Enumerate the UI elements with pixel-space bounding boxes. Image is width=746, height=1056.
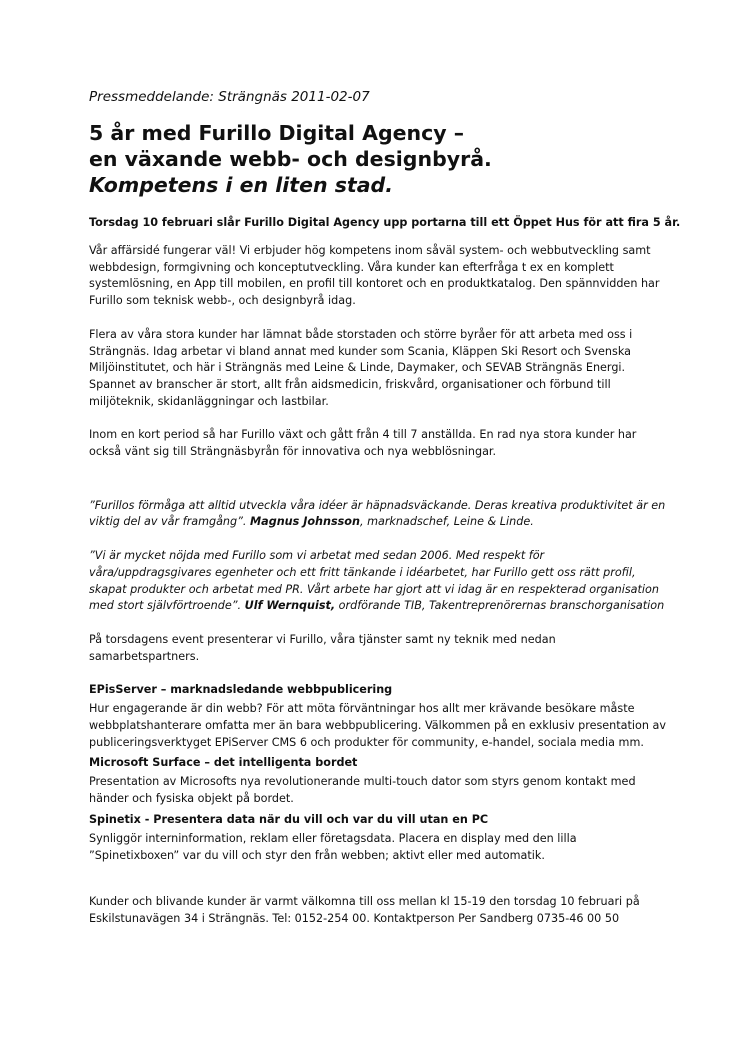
event-intro: På torsdagens event presenterar vi Furillo, våra tjänster samt ny teknik med nedan samarbetspartners.: [89, 632, 556, 663]
section-heading-spinetix: Spinetix - Presentera data när du vill och var du vill utan en PC: [89, 812, 489, 826]
customer-quote-1: [89, 498, 669, 531]
title-line-1: 5 år med Furillo Digital Agency –: [89, 121, 465, 145]
page-title: [89, 120, 669, 198]
closing-invitation: Kunder och blivande kunder är varmt välkomna till oss mellan kl 15-19 den torsdag 10 februari på Eskilstunavägen 34 i Strängnäs. Tel: 0152-254 00. Kontaktperson Per Sandberg 0735-46 00 50: [89, 895, 640, 925]
section-heading-episerver: EPisServer – marknadsledande webbpublicering: [89, 683, 393, 697]
quote-2-role: ordförande TIB, Takentreprenörernas branschorganisation: [335, 599, 665, 613]
quote-2-text: ”Vi är mycket nöjda med Furillo som vi arbetat med sedan 2006. Med respekt för våra/uppdragsgivares egenheter och ett fritt tänkande i idéarbetet, har Furillo gett oss rätt profil, skapat produkter och arbetat med PR. Vårt arbete har gjort att vi idag är en respekterad organisation med stort självförtroende”.: [89, 549, 659, 613]
section-spinetix: [89, 812, 669, 864]
section-episerver: [89, 682, 669, 751]
section-heading-microsoft-surface: Microsoft Surface – det intelligenta bordet: [89, 756, 358, 770]
dateline: Pressmeddelande: Strängnäs 2011-02-07: [89, 89, 370, 105]
section-body-microsoft-surface: Presentation av Microsofts nya revolutionerande multi-touch dator som styrs genom kontakt med händer och fysiska objekt på bordet.: [89, 775, 636, 806]
section-body-episerver: Hur engagerande är din webb? För att möta förväntningar hos allt mer krävande besökare måste webbplatshanterare omfatta mer än bara webbpublicering. Välkommen på en exklusiv presentation av publiceringsverktyget EPiServer CMS 6 och produkter för community, e-handel, sociala media mm.: [89, 702, 666, 749]
title-line-2: en växande webb- och designbyrå.: [89, 147, 492, 171]
quote-1-role: , marknadschef, Leine & Linde.: [359, 515, 534, 529]
paragraph-growth: Inom en kort period så har Furillo växt och gått från 4 till 7 anställda. En rad nya stora kunder har också vänt sig till Strängnäsbyrån för innovativa och nya webblösningar.: [89, 428, 637, 459]
subtitle: Kompetens i en liten stad.: [89, 173, 394, 197]
customer-quote-2: [89, 548, 669, 615]
quote-1-name: Magnus Johnsson: [250, 515, 360, 529]
section-microsoft-surface: [89, 755, 669, 807]
lead-paragraph: Torsdag 10 februari slår Furillo Digital Agency upp portarna till ett Öppet Hus för att fira 5 år.: [89, 216, 681, 229]
quote-2-name: Ulf Wernquist,: [244, 599, 336, 613]
paragraph-business-idea: Vår affärsidé fungerar väl! Vi erbjuder hög kompetens inom såväl system- och webbutveckling samt webbdesign, formgivning och konceptutveckling. Våra kunder kan efterfråga t ex en komplett systemlösning, en App till mobilen, en profil till kontoret och en produktkatalog. Den spännvidden har Furillo som teknisk webb-, och designbyrå idag.: [89, 244, 660, 308]
section-body-spinetix: Synliggör interninformation, reklam eller företagsdata. Placera en display med den lilla ”Spinetixboxen” var du vill och styr den från webben; aktivt eller med automatik.: [89, 831, 577, 862]
paragraph-customers: Flera av våra stora kunder har lämnat både storstaden och större byråer för att arbeta med oss i Strängnäs. Idag arbetar vi bland annat med kunder som Scania, Kläppen Ski Resort och Svenska Miljöinstitutet, och här i Strängnäs med Leine & Linde, Daymaker, och SEVAB Strängnäs Energi. Spannet av branscher är stort, allt från aidsmedicin, friskvård, organisationer och förbund till miljöteknik, skidanläggningar och lastbilar.: [89, 327, 633, 408]
press-release: [89, 88, 681, 928]
quote-1-text: ”Furillos förmåga att alltid utveckla våra idéer är häpnadsväckande. Deras kreativa produktivitet är en viktig del av vår framgång”.: [89, 498, 666, 529]
